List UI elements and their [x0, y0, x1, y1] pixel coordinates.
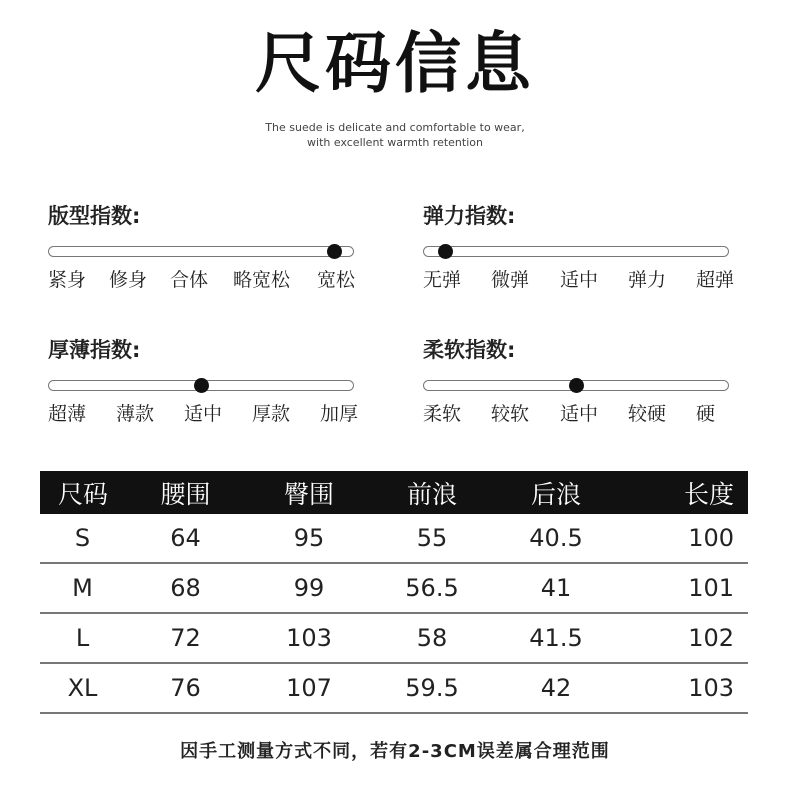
cell-size: L	[40, 613, 125, 663]
cell-front-rise: 58	[372, 613, 492, 663]
cell-waist: 64	[125, 514, 246, 563]
fit-index-knob	[327, 244, 342, 259]
softness-option: 较硬	[628, 403, 667, 425]
header-length: 长度	[620, 471, 748, 514]
table-row	[40, 563, 748, 613]
stretch-option: 弹力	[628, 269, 667, 291]
fit-option: 略宽松	[233, 269, 291, 291]
cell-front-rise: 59.5	[372, 663, 492, 713]
softness-option: 较软	[491, 403, 530, 425]
stretch-option: 适中	[560, 269, 599, 291]
stretch-index	[423, 200, 743, 295]
header-size: 尺码	[40, 471, 125, 514]
page-title: 尺码信息	[255, 25, 535, 102]
thickness-index-options	[48, 399, 388, 429]
table-row	[40, 613, 748, 663]
fit-index-options	[48, 265, 388, 295]
header-front-rise: 前浪	[372, 471, 492, 514]
thickness-index-label: 厚薄指数:	[48, 338, 141, 362]
cell-length: 101	[620, 563, 748, 613]
cell-hip: 103	[246, 613, 372, 663]
thickness-option: 超薄	[48, 403, 87, 425]
softness-option: 适中	[560, 403, 599, 425]
fit-index	[48, 200, 368, 295]
softness-index-slider	[423, 380, 729, 391]
cell-size: M	[40, 563, 125, 613]
thickness-option: 适中	[184, 403, 223, 425]
table-row	[40, 514, 748, 563]
fit-option: 修身	[109, 269, 148, 291]
stretch-index-label: 弹力指数:	[423, 204, 516, 228]
header-back-rise: 后浪	[492, 471, 620, 514]
fit-option: 合体	[170, 269, 209, 291]
size-table	[40, 471, 748, 714]
thickness-option: 厚款	[252, 403, 291, 425]
measurement-note: 因手工测量方式不同，若有2-3CM误差属合理范围	[180, 741, 610, 762]
cell-size: XL	[40, 663, 125, 713]
fit-index-slider	[48, 246, 354, 257]
thickness-index-slider	[48, 380, 354, 391]
subtitle	[0, 120, 790, 150]
softness-option: 硬	[696, 403, 716, 425]
softness-index-label: 柔软指数:	[423, 338, 516, 362]
size-table-header	[40, 471, 748, 514]
fit-option: 紧身	[48, 269, 87, 291]
thickness-option: 加厚	[320, 403, 359, 425]
cell-waist: 76	[125, 663, 246, 713]
stretch-index-knob	[438, 244, 453, 259]
cell-back-rise: 41	[492, 563, 620, 613]
header-hip: 臀围	[246, 471, 372, 514]
cell-length: 100	[620, 514, 748, 563]
stretch-option: 无弹	[423, 269, 462, 291]
stretch-option: 微弹	[491, 269, 530, 291]
softness-option: 柔软	[423, 403, 462, 425]
subtitle-line-1: The suede is delicate and comfortable to wear,	[265, 121, 525, 134]
table-row	[40, 663, 748, 713]
cell-hip: 99	[246, 563, 372, 613]
cell-size: S	[40, 514, 125, 563]
cell-back-rise: 42	[492, 663, 620, 713]
fit-option: 宽松	[317, 269, 356, 291]
cell-back-rise: 40.5	[492, 514, 620, 563]
cell-back-rise: 41.5	[492, 613, 620, 663]
softness-index	[423, 334, 743, 429]
thickness-option: 薄款	[116, 403, 155, 425]
fit-index-label: 版型指数:	[48, 204, 141, 228]
subtitle-line-2: with excellent warmth retention	[307, 136, 483, 149]
header-waist: 腰围	[125, 471, 246, 514]
cell-hip: 95	[246, 514, 372, 563]
stretch-option: 超弹	[696, 269, 735, 291]
thickness-index	[48, 334, 368, 429]
softness-index-knob	[569, 378, 584, 393]
cell-waist: 72	[125, 613, 246, 663]
cell-hip: 107	[246, 663, 372, 713]
cell-waist: 68	[125, 563, 246, 613]
thickness-index-knob	[194, 378, 209, 393]
cell-front-rise: 55	[372, 514, 492, 563]
cell-length: 103	[620, 663, 748, 713]
stretch-index-slider	[423, 246, 729, 257]
cell-front-rise: 56.5	[372, 563, 492, 613]
softness-index-options	[423, 399, 763, 429]
cell-length: 102	[620, 613, 748, 663]
stretch-index-options	[423, 265, 763, 295]
